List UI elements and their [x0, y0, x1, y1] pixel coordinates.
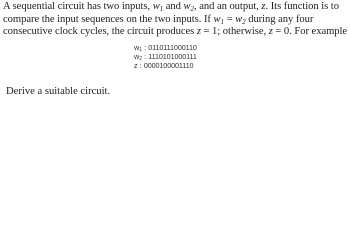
text-segment: consecutive clock cycles, the circuit produces [3, 26, 197, 37]
problem-line-3 [3, 26, 349, 39]
variable-w2 [184, 1, 194, 12]
var-subscript: 1 [139, 47, 143, 53]
variable-w1 [214, 14, 224, 25]
text-segment: . Its function is to [265, 1, 339, 12]
sequence-var [134, 52, 142, 61]
sequence-separator: : [142, 43, 149, 52]
var-subscript: 1 [220, 17, 224, 26]
problem-line-2 [3, 14, 349, 27]
text-segment: = 1; otherwise, [200, 26, 269, 37]
variable-z: z [261, 1, 266, 12]
sequence-digits: 0110111000110 [148, 43, 197, 52]
text-segment: during any four [245, 13, 314, 25]
text-segment: , and an output, [194, 1, 262, 12]
example-sequences [134, 44, 214, 70]
sequence-separator: : [142, 51, 149, 61]
var-subscript: 1 [159, 5, 164, 13]
variable-w1 [153, 1, 163, 12]
sequence-row-z [134, 62, 214, 71]
variable-w2 [235, 14, 245, 25]
sequence-digits: 0000100001110 [143, 60, 194, 70]
text-segment: and [163, 1, 184, 12]
problem-line-1 [3, 1, 349, 14]
text-segment: A sequential circuit has two inputs, [3, 1, 153, 12]
var-letter: w [235, 13, 243, 25]
var-letter: w [152, 1, 160, 12]
var-letter: w [134, 51, 140, 61]
var-subscript: 2 [242, 17, 246, 26]
var-letter: w [213, 13, 221, 25]
var-subscript: 2 [190, 5, 194, 13]
var-letter: w [134, 43, 140, 52]
text-segment: = 0. For example [272, 26, 348, 37]
problem-statement [3, 1, 349, 39]
var-subscript: 2 [139, 55, 143, 62]
sequence-digits: 1110101000111 [148, 51, 197, 61]
var-letter: w [183, 1, 191, 12]
var-letter: z [134, 60, 138, 70]
text-segment: compare the input sequences on the two inputs. If [3, 13, 214, 25]
variable-z: z [268, 26, 273, 37]
task-instruction: Derive a suitable circuit. [6, 86, 111, 97]
sequence-separator: : [137, 60, 144, 70]
sequence-var [134, 43, 142, 52]
variable-z: z [196, 26, 201, 37]
text-segment: = [223, 13, 236, 25]
